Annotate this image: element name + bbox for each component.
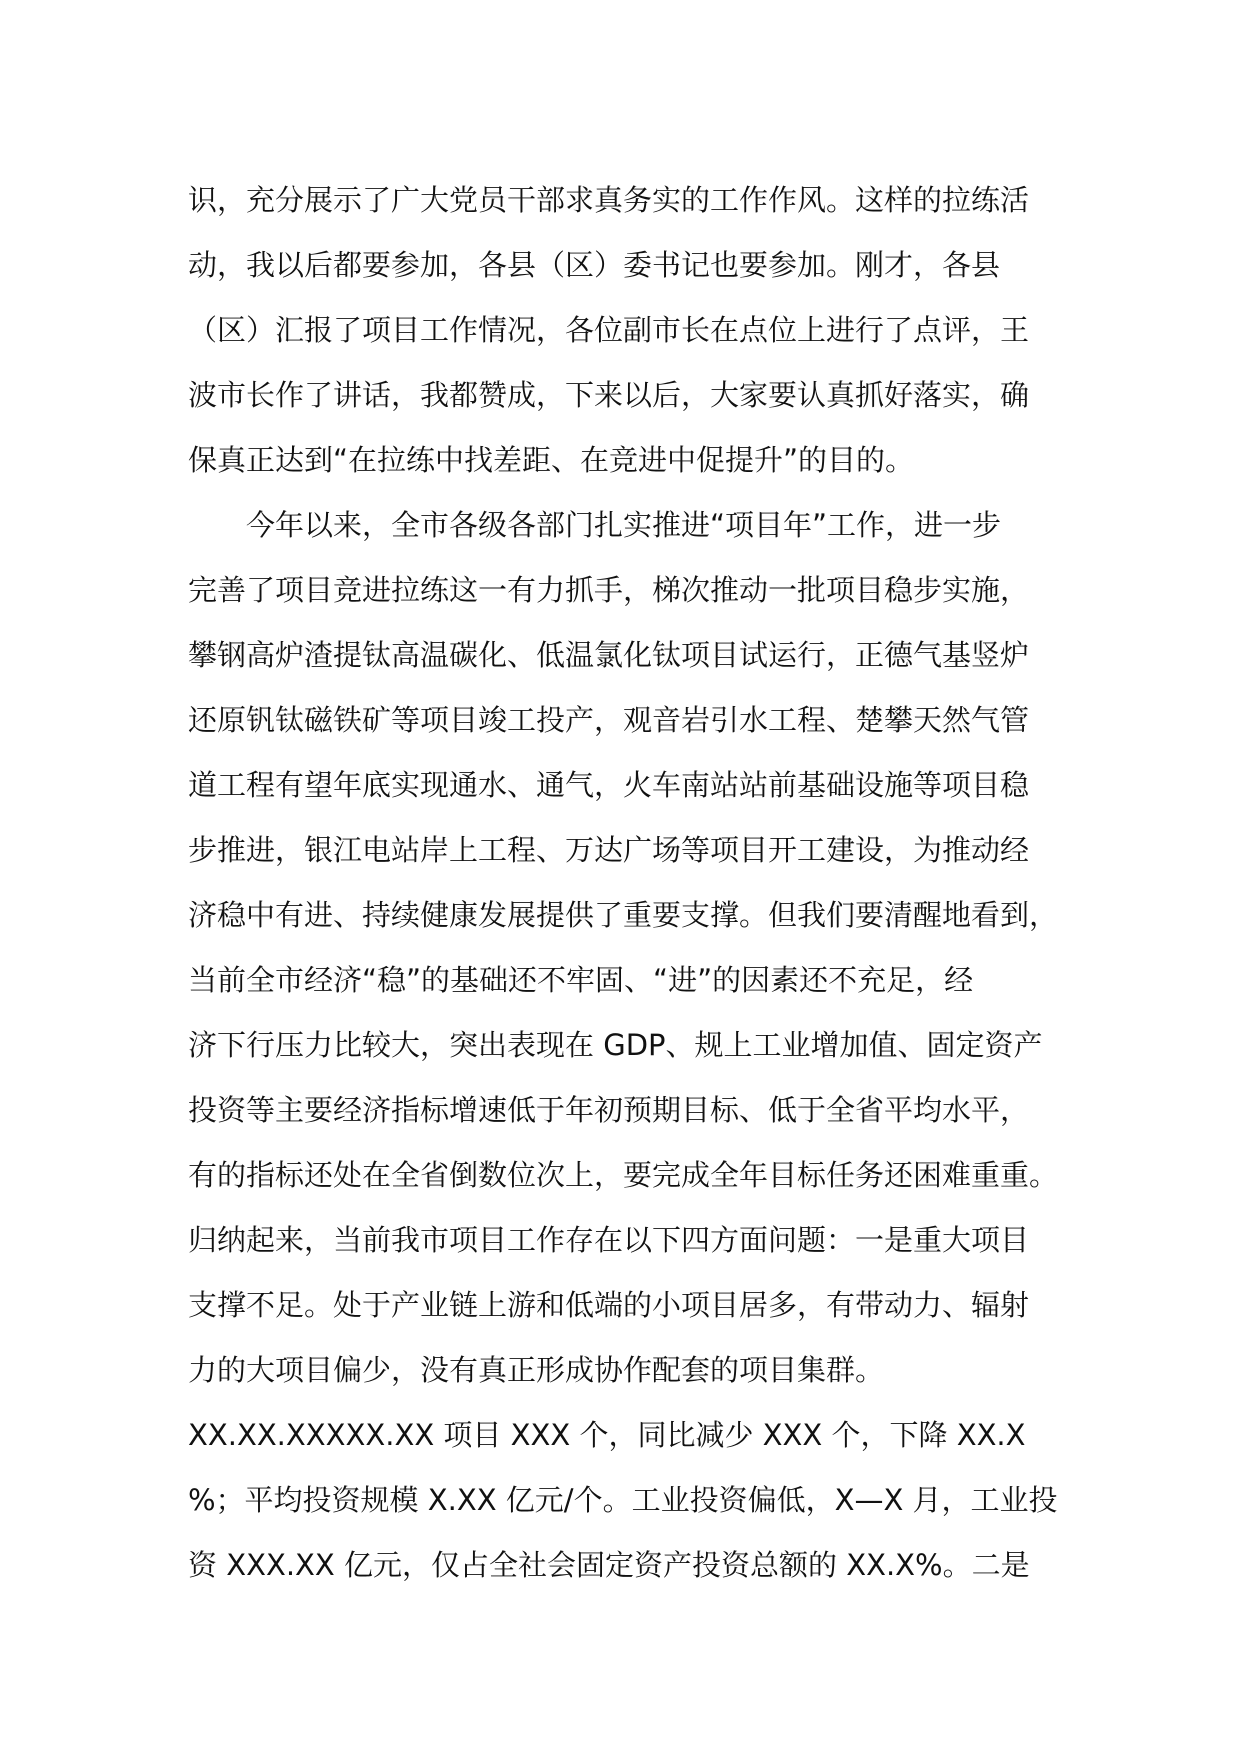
text-line: （区）汇报了项目工作情况，各位副市长在点位上进行了点评，王	[188, 313, 1030, 347]
text-line: XX.XX.XXXXX.XX 项目 XXX 个，同比减少 XXX 个，下降 XX.X	[188, 1418, 1026, 1452]
text-line: 力的大项目偏少，没有真正形成协作配套的项目集群。	[188, 1353, 885, 1387]
paragraph-first-line: 今年以来，全市各级各部门扎实推进“项目年”工作，进一步	[246, 508, 1002, 542]
body-text	[188, 168, 1088, 1598]
text-line: 支撑不足。处于产业链上游和低端的小项目居多，有带动力、辐射	[188, 1288, 1030, 1322]
text-line: 识，充分展示了广大党员干部求真务实的工作作风。这样的拉练活	[188, 183, 1030, 217]
text-line: 保真正达到“在拉练中找差距、在竞进中促提升”的目的。	[188, 443, 915, 477]
text-line: 资 XXX.XX 亿元，仅占全社会固定资产投资总额的 XX.X%。二是	[188, 1548, 1030, 1582]
text-line: 还原钒钛磁铁矿等项目竣工投产，观音岩引水工程、楚攀天然气管	[188, 703, 1030, 737]
text-line: 攀钢高炉渣提钛高温碳化、低温氯化钛项目试运行，正德气基竖炉	[188, 638, 1030, 672]
text-line: 济稳中有进、持续健康发展提供了重要支撑。但我们要清醒地看到，	[188, 898, 1059, 932]
text-line: 波市长作了讲话，我都赞成，下来以后，大家要认真抓好落实，确	[188, 378, 1030, 412]
text-line: 有的指标还处在全省倒数位次上，要完成全年目标任务还困难重重。	[188, 1158, 1059, 1192]
text-line: 道工程有望年底实现通水、通气，火车南站站前基础设施等项目稳	[188, 768, 1030, 802]
text-line: 归纳起来，当前我市项目工作存在以下四方面问题：一是重大项目	[188, 1223, 1030, 1257]
text-line: 济下行压力比较大，突出表现在 GDP、规上工业增加值、固定资产	[188, 1028, 1043, 1062]
text-line: 投资等主要经济指标增速低于年初预期目标、低于全省平均水平，	[188, 1093, 1030, 1127]
text-line: 当前全市经济“稳”的基础还不牢固、“进”的因素还不充足，经	[188, 963, 974, 997]
text-line: 完善了项目竞进拉练这一有力抓手，梯次推动一批项目稳步实施，	[188, 573, 1030, 607]
text-line: 动，我以后都要参加，各县（区）委书记也要参加。刚才，各县	[188, 248, 1001, 282]
text-line: %；平均投资规模 X.XX 亿元/个。工业投资偏低，X—X 月，工业投	[188, 1483, 1058, 1517]
text-line: 步推进，银江电站岸上工程、万达广场等项目开工建设，为推动经	[188, 833, 1030, 867]
